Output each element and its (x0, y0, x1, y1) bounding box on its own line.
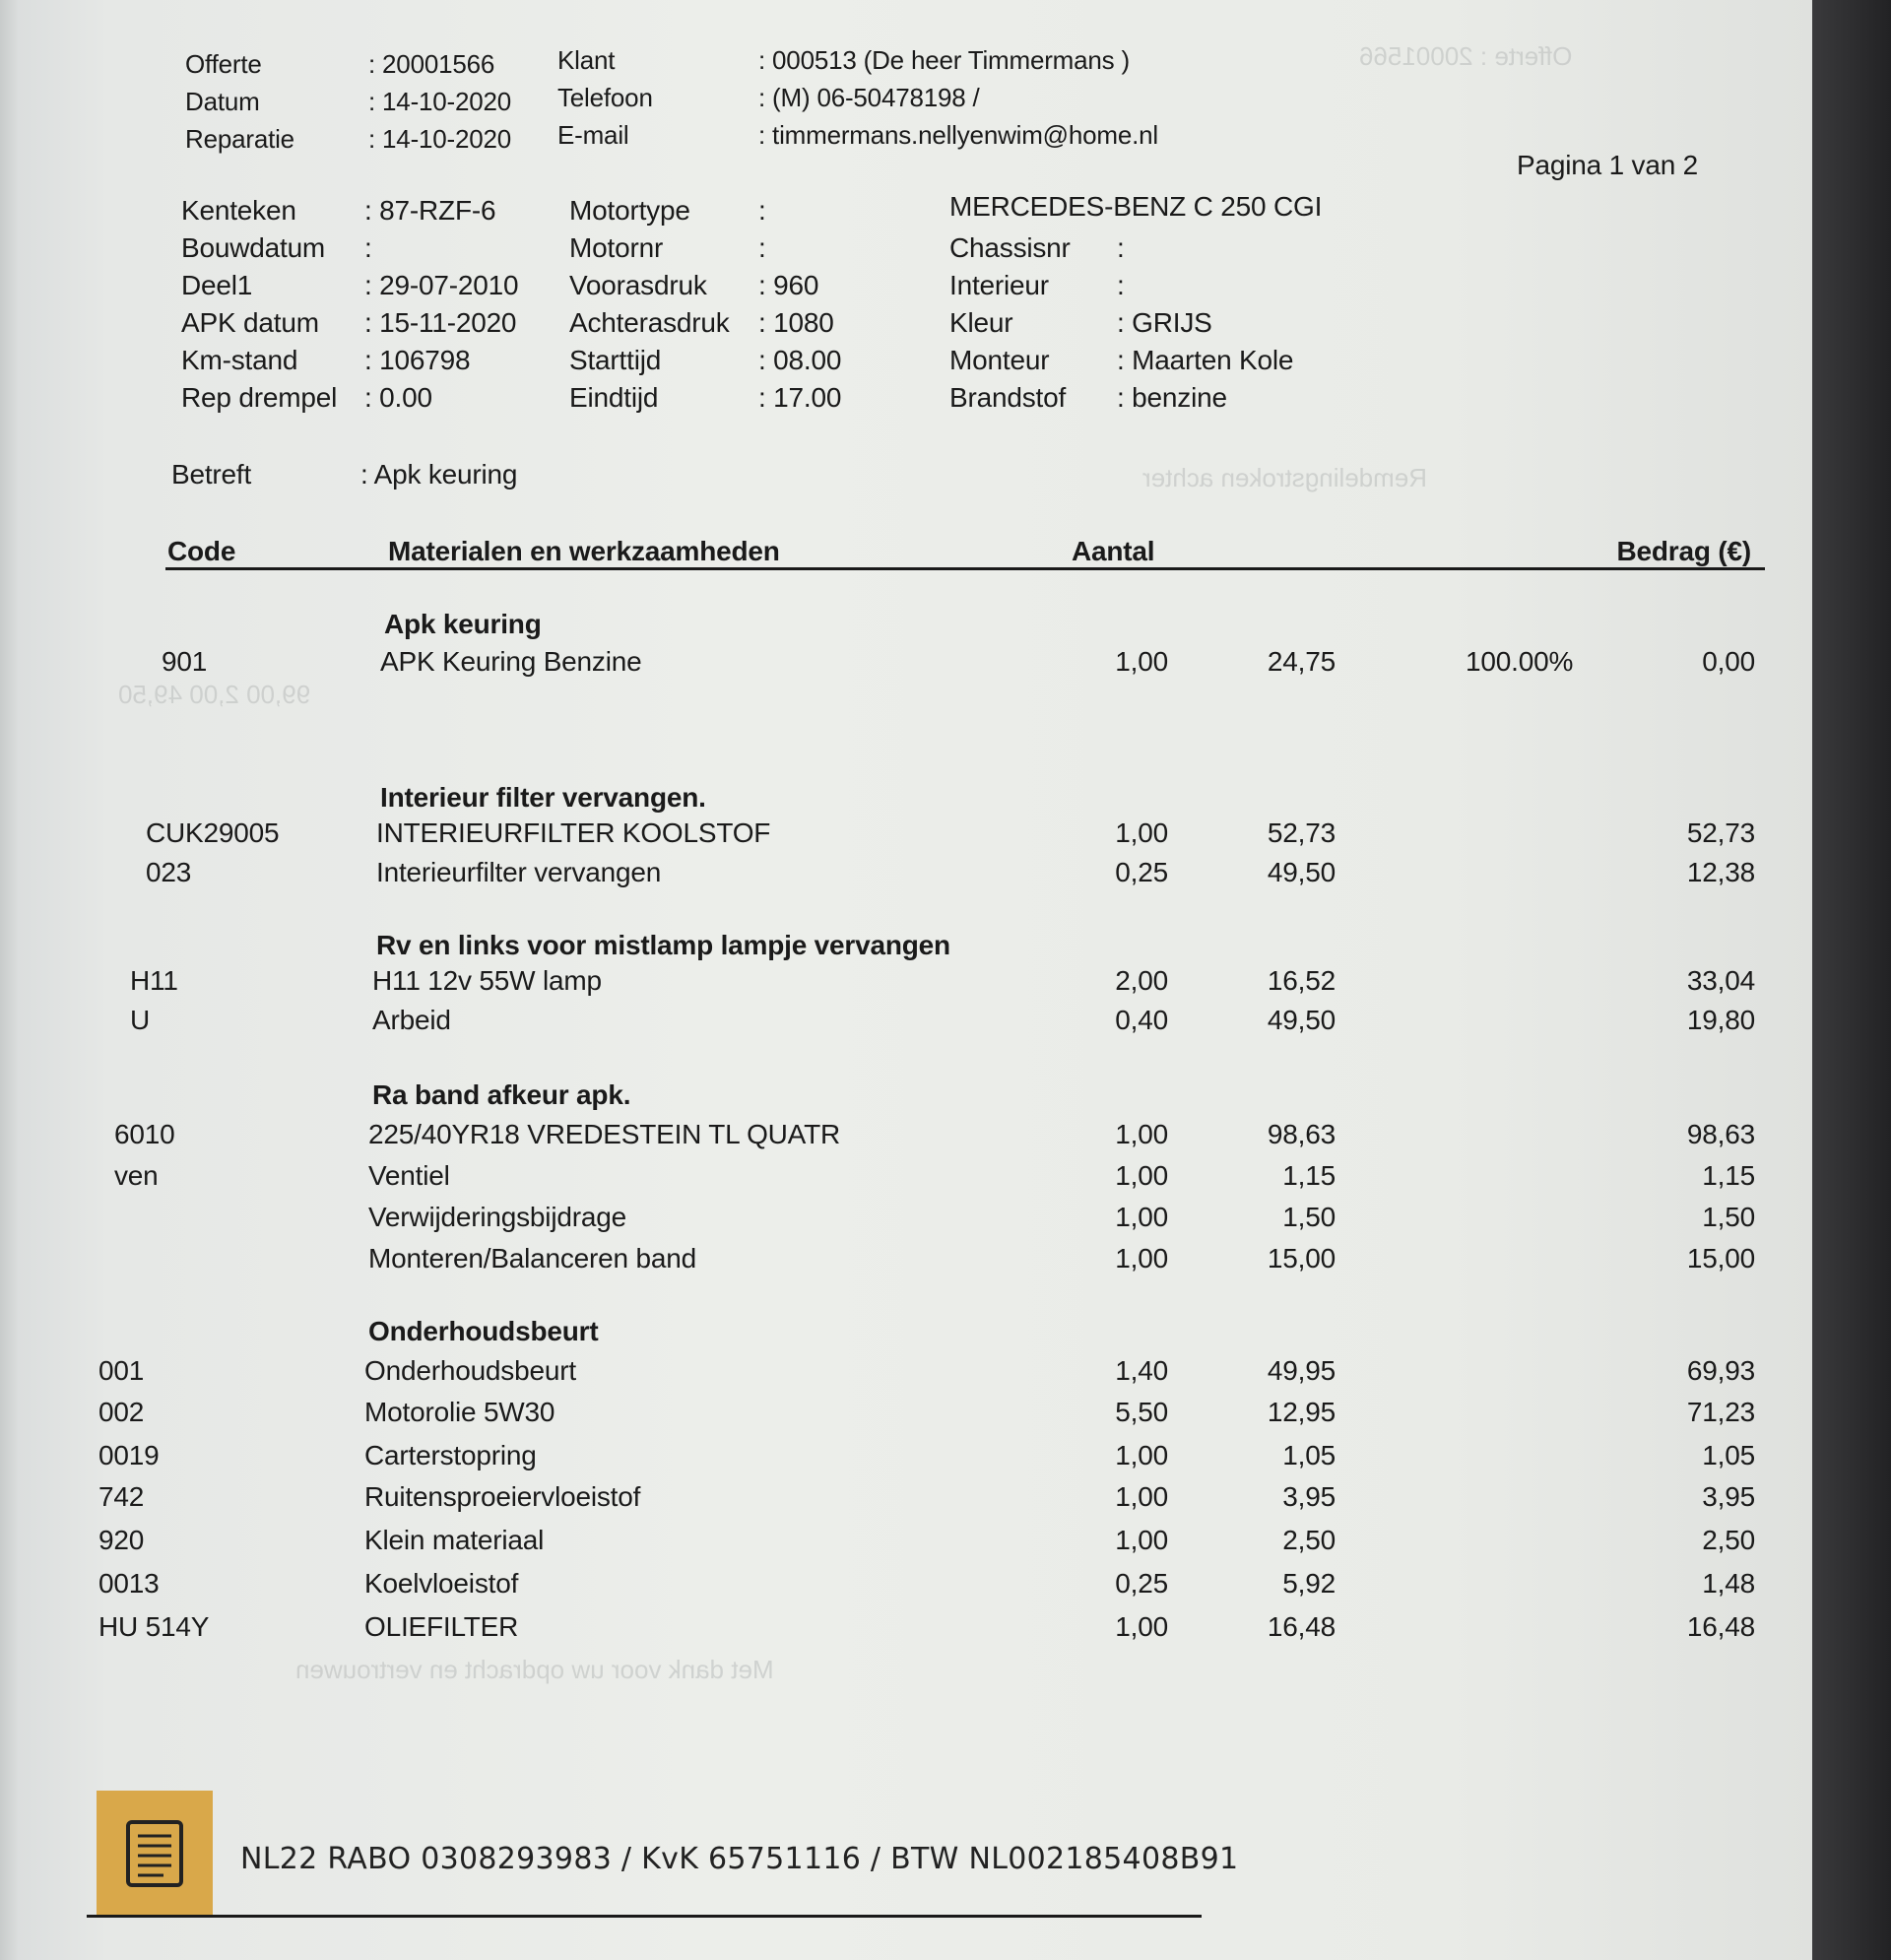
vehicle-label: Achterasdruk (569, 307, 730, 338)
item-description: H11 12v 55W lamp (372, 965, 602, 996)
item-description: Arbeid (372, 1005, 451, 1035)
item-quantity: 1,00 (1115, 1525, 1168, 1555)
section-title: Ra band afkeur apk. (372, 1079, 631, 1110)
customer-label: Klant (557, 45, 616, 75)
item-quantity: 1,00 (1115, 1611, 1168, 1642)
item-unit-price: 49,50 (1267, 1005, 1336, 1035)
item-code: 6010 (114, 1119, 175, 1149)
header-value: : 14-10-2020 (368, 87, 512, 116)
col-header-code: Code (167, 536, 236, 566)
customer-value: : 000513 (De heer Timmermans ) (758, 45, 1130, 75)
vehicle-value: : 08.00 (758, 345, 842, 375)
item-description: OLIEFILTER (364, 1611, 519, 1642)
item-unit-price: 12,95 (1267, 1397, 1336, 1427)
item-description: Monteren/Balanceren band (368, 1243, 696, 1274)
item-amount: 0,00 (1702, 646, 1755, 677)
item-amount: 19,80 (1686, 1005, 1755, 1035)
bleed-through: 99,00 2,00 49,50 (118, 680, 311, 709)
vehicle-value: : 106798 (364, 345, 471, 375)
item-code: HU 514Y (98, 1611, 210, 1642)
customer-value: : timmermans.nellyenwim@home.nl (758, 120, 1158, 150)
item-quantity: 1,00 (1115, 1202, 1168, 1232)
item-description: APK Keuring Benzine (380, 646, 642, 677)
item-amount: 33,04 (1686, 965, 1755, 996)
vehicle-label: Kleur (949, 307, 1013, 338)
item-unit-price: 3,95 (1282, 1481, 1336, 1512)
header-value: : 20001566 (368, 49, 495, 79)
header-value: : 14-10-2020 (368, 124, 512, 154)
item-quantity: 1,00 (1115, 1243, 1168, 1274)
col-header-amount: Bedrag (€) (1616, 536, 1751, 566)
background-surface (1812, 0, 1891, 1960)
item-description: Ruitensproeiervloeistof (364, 1481, 641, 1512)
item-quantity: 0,25 (1115, 857, 1168, 887)
item-unit-price: 98,63 (1267, 1119, 1336, 1149)
section-title: Apk keuring (384, 609, 542, 639)
item-amount: 2,50 (1702, 1525, 1755, 1555)
col-header-description: Materialen en werkzaamheden (388, 536, 780, 566)
vehicle-label: Motortype (569, 195, 690, 226)
item-description: Klein materiaal (364, 1525, 545, 1555)
item-quantity: 0,25 (1115, 1568, 1168, 1599)
item-quantity: 1,00 (1115, 1440, 1168, 1470)
customer-label: Telefoon (557, 83, 653, 112)
vehicle-value: : 960 (758, 270, 819, 300)
vehicle-value: : 0.00 (364, 382, 432, 413)
item-amount: 69,93 (1686, 1355, 1755, 1386)
vehicle-value: : (758, 195, 766, 226)
customer-label: E-mail (557, 120, 629, 150)
item-quantity: 2,00 (1115, 965, 1168, 996)
item-description: Ventiel (368, 1160, 450, 1191)
item-description: Motorolie 5W30 (364, 1397, 555, 1427)
item-unit-price: 1,15 (1282, 1160, 1336, 1191)
section-title: Rv en links voor mistlamp lampje vervangen (376, 930, 950, 960)
vehicle-label: Chassisnr (949, 232, 1071, 263)
footer-rule (87, 1915, 1202, 1918)
item-unit-price: 16,52 (1267, 965, 1336, 996)
vehicle-value: : (1117, 270, 1125, 300)
vehicle-label: Bouwdatum (181, 232, 326, 263)
item-code: U (130, 1005, 151, 1035)
item-amount: 15,00 (1686, 1243, 1755, 1274)
vehicle-value: : 1080 (758, 307, 834, 338)
customer-value: : (M) 06-50478198 / (758, 83, 980, 112)
vehicle-value: : (758, 232, 766, 263)
item-amount: 98,63 (1686, 1119, 1755, 1149)
vehicle-value: : (364, 232, 372, 263)
subject-value: : Apk keuring (360, 459, 518, 490)
header-label: Offerte (185, 49, 262, 79)
item-quantity: 1,00 (1115, 1160, 1168, 1191)
vehicle-label: Interieur (949, 270, 1049, 300)
bleed-through: Met dank voor uw opdracht en vertrouwen (295, 1655, 774, 1684)
item-description: Verwijderingsbijdrage (368, 1202, 626, 1232)
item-code: H11 (130, 965, 178, 996)
item-quantity: 1,00 (1115, 817, 1168, 848)
item-code: 002 (98, 1397, 145, 1427)
item-amount: 1,15 (1702, 1160, 1755, 1191)
table-header-rule (165, 567, 1765, 570)
document-icon (97, 1791, 213, 1917)
item-amount: 1,48 (1702, 1568, 1755, 1599)
page-number: Pagina 1 van 2 (1517, 150, 1699, 180)
item-unit-price: 49,50 (1267, 857, 1336, 887)
item-description: 225/40YR18 VREDESTEIN TL QUATR (368, 1119, 840, 1149)
vehicle-value: : 87-RZF-6 (364, 195, 496, 226)
item-amount: 16,48 (1686, 1611, 1755, 1642)
item-unit-price: 16,48 (1267, 1611, 1336, 1642)
vehicle-label: Km-stand (181, 345, 298, 375)
vehicle-label: Rep drempel (181, 382, 338, 413)
item-quantity: 5,50 (1115, 1397, 1168, 1427)
item-amount: 1,05 (1702, 1440, 1755, 1470)
item-discount: 100.00% (1466, 646, 1574, 677)
vehicle-model: MERCEDES-BENZ C 250 CGI (949, 191, 1323, 222)
item-amount: 71,23 (1686, 1397, 1755, 1427)
item-amount: 12,38 (1686, 857, 1755, 887)
item-code: 901 (162, 646, 208, 677)
vehicle-label: Deel1 (181, 270, 253, 300)
item-quantity: 0,40 (1115, 1005, 1168, 1035)
item-quantity: 1,00 (1115, 1119, 1168, 1149)
vehicle-value: : Maarten Kole (1117, 345, 1294, 375)
vehicle-value: : 17.00 (758, 382, 842, 413)
paper-edge (0, 0, 18, 1960)
section-title: Interieur filter vervangen. (380, 782, 706, 813)
vehicle-value: : benzine (1117, 382, 1227, 413)
header-label: Reparatie (185, 124, 294, 154)
item-unit-price: 1,05 (1282, 1440, 1336, 1470)
item-quantity: 1,00 (1115, 646, 1168, 677)
header-label: Datum (185, 87, 260, 116)
item-description: Koelvloeistof (364, 1568, 519, 1599)
item-unit-price: 5,92 (1282, 1568, 1336, 1599)
item-code: 742 (98, 1481, 145, 1512)
vehicle-label: Brandstof (949, 382, 1067, 413)
item-code: ven (114, 1160, 159, 1191)
vehicle-value: : (1117, 232, 1125, 263)
item-description: Onderhoudsbeurt (364, 1355, 576, 1386)
item-unit-price: 49,95 (1267, 1355, 1336, 1386)
vehicle-label: Kenteken (181, 195, 296, 226)
item-code: 001 (98, 1355, 145, 1386)
item-unit-price: 52,73 (1267, 817, 1336, 848)
bleed-through: Remdelingstroken achter (1142, 463, 1428, 492)
item-description: Interieurfilter vervangen (376, 857, 662, 887)
vehicle-label: Voorasdruk (569, 270, 707, 300)
item-code: 0013 (98, 1568, 160, 1599)
vehicle-value: : GRIJS (1117, 307, 1212, 338)
item-amount: 3,95 (1702, 1481, 1755, 1512)
vehicle-value: : 15-11-2020 (364, 307, 517, 338)
item-amount: 52,73 (1686, 817, 1755, 848)
col-header-quantity: Aantal (1072, 536, 1155, 566)
footer-bank-info: NL22 RABO 0308293983 / KvK 65751116 / BTW NL002185408B91 (240, 1842, 1239, 1876)
item-description: INTERIEURFILTER KOOLSTOF (376, 817, 771, 848)
item-unit-price: 1,50 (1282, 1202, 1336, 1232)
vehicle-label: Eindtijd (569, 382, 659, 413)
item-unit-price: 2,50 (1282, 1525, 1336, 1555)
bleed-through: Offerte : 20001566 (1359, 41, 1573, 71)
item-code: CUK29005 (146, 817, 280, 848)
vehicle-label: Starttijd (569, 345, 662, 375)
section-title: Onderhoudsbeurt (368, 1316, 599, 1346)
item-code: 920 (98, 1525, 145, 1555)
item-unit-price: 24,75 (1267, 646, 1336, 677)
subject-label: Betreft (171, 459, 252, 490)
item-code: 023 (146, 857, 192, 887)
item-quantity: 1,00 (1115, 1481, 1168, 1512)
vehicle-label: Monteur (949, 345, 1050, 375)
item-quantity: 1,40 (1115, 1355, 1168, 1386)
item-description: Carterstopring (364, 1440, 537, 1470)
vehicle-label: APK datum (181, 307, 319, 338)
vehicle-label: Motornr (569, 232, 664, 263)
item-code: 0019 (98, 1440, 160, 1470)
item-unit-price: 15,00 (1267, 1243, 1336, 1274)
item-amount: 1,50 (1702, 1202, 1755, 1232)
vehicle-value: : 29-07-2010 (364, 270, 519, 300)
